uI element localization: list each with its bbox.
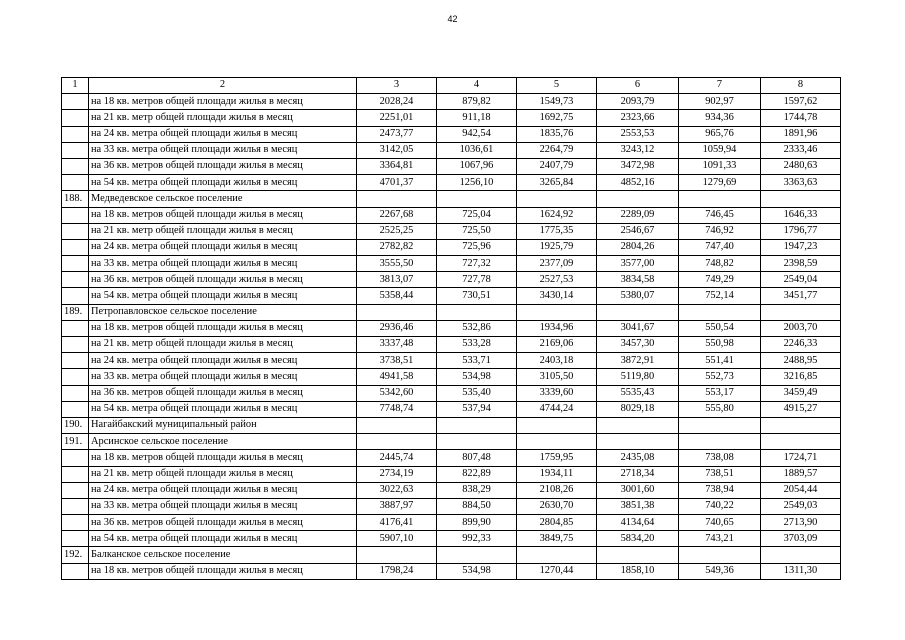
value-cell: 884,50	[437, 498, 517, 514]
row-number-cell	[62, 239, 89, 255]
value-cell: 3430,14	[517, 288, 597, 304]
value-cell: 942,54	[437, 126, 517, 142]
section-row	[62, 434, 841, 450]
value-cell: 899,90	[437, 515, 517, 531]
row-label-cell: на 33 кв. метра общей площади жилья в месяц	[89, 142, 357, 158]
value-cell: 4134,64	[597, 515, 679, 531]
value-cell: 2804,26	[597, 239, 679, 255]
value-cell: 725,96	[437, 239, 517, 255]
value-cell: 2093,79	[597, 94, 679, 110]
value-cell: 2028,24	[357, 94, 437, 110]
table-row	[62, 531, 841, 547]
table-row	[62, 563, 841, 579]
value-cell: 2445,74	[357, 450, 437, 466]
value-cell: 3216,85	[761, 369, 841, 385]
row-number-cell	[62, 272, 89, 288]
value-cell	[517, 434, 597, 450]
value-cell	[679, 547, 761, 563]
value-cell: 2488,95	[761, 353, 841, 369]
table-row	[62, 110, 841, 126]
value-cell	[597, 304, 679, 320]
value-cell: 727,78	[437, 272, 517, 288]
value-cell	[437, 547, 517, 563]
value-cell: 2718,34	[597, 466, 679, 482]
value-cell: 5358,44	[357, 288, 437, 304]
value-cell: 2251,01	[357, 110, 437, 126]
table-row	[62, 272, 841, 288]
row-number-cell	[62, 223, 89, 239]
value-cell: 1549,73	[517, 94, 597, 110]
row-label-cell: на 54 кв. метра общей площади жилья в месяц	[89, 175, 357, 191]
value-cell: 879,82	[437, 94, 517, 110]
page-number: 42	[447, 14, 458, 24]
value-cell: 3363,63	[761, 175, 841, 191]
section-row	[62, 191, 841, 207]
value-cell: 2553,53	[597, 126, 679, 142]
value-cell: 2480,63	[761, 158, 841, 174]
value-cell: 1775,35	[517, 223, 597, 239]
value-cell: 725,04	[437, 207, 517, 223]
value-cell: 3459,49	[761, 385, 841, 401]
row-number-cell: 192.	[62, 547, 89, 563]
value-cell: 3339,60	[517, 385, 597, 401]
table-row	[62, 466, 841, 482]
header-cell: 8	[761, 78, 841, 94]
value-cell: 2549,03	[761, 498, 841, 514]
value-cell: 1744,78	[761, 110, 841, 126]
value-cell: 2264,79	[517, 142, 597, 158]
row-label-cell: на 18 кв. метров общей площади жилья в месяц	[89, 450, 357, 466]
row-label-cell: на 21 кв. метр общей площади жилья в месяц	[89, 110, 357, 126]
value-cell: 3243,12	[597, 142, 679, 158]
value-cell: 1646,33	[761, 207, 841, 223]
value-cell: 1796,77	[761, 223, 841, 239]
row-number-cell	[62, 563, 89, 579]
value-cell: 3555,50	[357, 256, 437, 272]
row-number-cell	[62, 94, 89, 110]
value-cell: 534,98	[437, 563, 517, 579]
value-cell: 2003,70	[761, 320, 841, 336]
value-cell: 746,45	[679, 207, 761, 223]
value-cell	[761, 434, 841, 450]
value-cell: 4852,16	[597, 175, 679, 191]
section-title-cell: Балканское сельское поселение	[89, 547, 357, 563]
row-number-cell	[62, 369, 89, 385]
value-cell: 553,17	[679, 385, 761, 401]
value-cell: 3577,00	[597, 256, 679, 272]
value-cell: 2713,90	[761, 515, 841, 531]
value-cell: 1947,23	[761, 239, 841, 255]
value-cell: 555,80	[679, 401, 761, 417]
value-cell: 2804,85	[517, 515, 597, 531]
table-row	[62, 158, 841, 174]
value-cell: 5342,60	[357, 385, 437, 401]
value-cell	[597, 417, 679, 433]
value-cell: 1724,71	[761, 450, 841, 466]
value-cell: 746,92	[679, 223, 761, 239]
value-cell: 3451,77	[761, 288, 841, 304]
value-cell: 2435,08	[597, 450, 679, 466]
value-cell: 8029,18	[597, 401, 679, 417]
value-cell: 3738,51	[357, 353, 437, 369]
value-cell: 5380,07	[597, 288, 679, 304]
value-cell: 4915,27	[761, 401, 841, 417]
value-cell: 2377,09	[517, 256, 597, 272]
table-row	[62, 175, 841, 191]
value-cell: 4744,24	[517, 401, 597, 417]
row-label-cell: на 54 кв. метра общей площади жилья в месяц	[89, 401, 357, 417]
value-cell: 551,41	[679, 353, 761, 369]
row-label-cell: на 18 кв. метров общей площади жилья в месяц	[89, 563, 357, 579]
value-cell	[437, 191, 517, 207]
value-cell: 2246,33	[761, 337, 841, 353]
value-cell	[679, 191, 761, 207]
value-cell: 2473,77	[357, 126, 437, 142]
value-cell: 743,21	[679, 531, 761, 547]
row-number-cell	[62, 498, 89, 514]
value-cell: 3457,30	[597, 337, 679, 353]
value-cell: 537,94	[437, 401, 517, 417]
value-cell: 1692,75	[517, 110, 597, 126]
value-cell: 752,14	[679, 288, 761, 304]
value-cell: 2323,66	[597, 110, 679, 126]
row-label-cell: на 24 кв. метра общей площади жилья в месяц	[89, 239, 357, 255]
value-cell: 902,97	[679, 94, 761, 110]
value-cell: 3703,09	[761, 531, 841, 547]
value-cell	[679, 434, 761, 450]
value-cell: 2936,46	[357, 320, 437, 336]
value-cell	[357, 191, 437, 207]
value-cell	[357, 434, 437, 450]
value-cell: 2734,19	[357, 466, 437, 482]
value-cell: 2267,68	[357, 207, 437, 223]
value-cell: 2782,82	[357, 239, 437, 255]
row-number-cell	[62, 482, 89, 498]
value-cell: 838,29	[437, 482, 517, 498]
value-cell: 2527,53	[517, 272, 597, 288]
value-cell: 1624,92	[517, 207, 597, 223]
value-cell: 3887,97	[357, 498, 437, 514]
row-label-cell: на 36 кв. метров общей площади жилья в месяц	[89, 515, 357, 531]
row-number-cell	[62, 158, 89, 174]
value-cell	[517, 417, 597, 433]
value-cell: 550,98	[679, 337, 761, 353]
value-cell: 2403,18	[517, 353, 597, 369]
value-cell: 1934,96	[517, 320, 597, 336]
section-row	[62, 547, 841, 563]
row-number-cell	[62, 531, 89, 547]
value-cell: 535,40	[437, 385, 517, 401]
header-cell: 3	[357, 78, 437, 94]
value-cell	[357, 417, 437, 433]
value-cell: 1858,10	[597, 563, 679, 579]
header-cell: 5	[517, 78, 597, 94]
value-cell: 1798,24	[357, 563, 437, 579]
value-cell: 3001,60	[597, 482, 679, 498]
table-row	[62, 320, 841, 336]
value-cell: 5119,80	[597, 369, 679, 385]
value-cell: 4941,58	[357, 369, 437, 385]
row-label-cell: на 21 кв. метр общей площади жилья в месяц	[89, 466, 357, 482]
value-cell	[761, 547, 841, 563]
value-cell: 550,54	[679, 320, 761, 336]
row-number-cell: 188.	[62, 191, 89, 207]
row-number-cell	[62, 110, 89, 126]
row-label-cell: на 36 кв. метров общей площади жилья в месяц	[89, 158, 357, 174]
table-row	[62, 94, 841, 110]
row-label-cell: на 33 кв. метра общей площади жилья в месяц	[89, 369, 357, 385]
row-number-cell	[62, 142, 89, 158]
row-label-cell: на 18 кв. метров общей площади жилья в месяц	[89, 320, 357, 336]
value-cell: 2169,06	[517, 337, 597, 353]
value-cell: 2549,04	[761, 272, 841, 288]
value-cell	[437, 434, 517, 450]
header-cell: 6	[597, 78, 679, 94]
table-row	[62, 239, 841, 255]
section-title-cell: Медведевское сельское поселение	[89, 191, 357, 207]
row-label-cell: на 18 кв. метров общей площади жилья в месяц	[89, 207, 357, 223]
row-label-cell: на 54 кв. метра общей площади жилья в месяц	[89, 531, 357, 547]
table-row	[62, 498, 841, 514]
table-row	[62, 369, 841, 385]
value-cell: 3849,75	[517, 531, 597, 547]
value-cell: 533,71	[437, 353, 517, 369]
value-cell	[597, 191, 679, 207]
row-label-cell: на 21 кв. метр общей площади жилья в месяц	[89, 337, 357, 353]
value-cell	[437, 304, 517, 320]
value-cell: 730,51	[437, 288, 517, 304]
value-cell: 1279,69	[679, 175, 761, 191]
value-cell: 1091,33	[679, 158, 761, 174]
value-cell	[679, 304, 761, 320]
tariff-table	[61, 77, 841, 580]
value-cell: 3851,38	[597, 498, 679, 514]
value-cell	[761, 191, 841, 207]
header-row	[62, 78, 841, 94]
value-cell: 3265,84	[517, 175, 597, 191]
value-cell: 3872,91	[597, 353, 679, 369]
value-cell: 2525,25	[357, 223, 437, 239]
row-label-cell: на 33 кв. метра общей площади жилья в месяц	[89, 498, 357, 514]
value-cell	[761, 304, 841, 320]
value-cell: 740,22	[679, 498, 761, 514]
section-title-cell: Арсинское сельское поселение	[89, 434, 357, 450]
row-number-cell	[62, 337, 89, 353]
value-cell: 534,98	[437, 369, 517, 385]
value-cell: 3022,63	[357, 482, 437, 498]
value-cell: 738,51	[679, 466, 761, 482]
value-cell: 965,76	[679, 126, 761, 142]
value-cell	[597, 547, 679, 563]
header-cell: 1	[62, 78, 89, 94]
header-cell: 2	[89, 78, 357, 94]
value-cell: 1067,96	[437, 158, 517, 174]
value-cell: 3142,05	[357, 142, 437, 158]
value-cell	[517, 547, 597, 563]
table-row	[62, 385, 841, 401]
row-number-cell: 190.	[62, 417, 89, 433]
row-number-cell	[62, 385, 89, 401]
value-cell: 7748,74	[357, 401, 437, 417]
value-cell: 3364,81	[357, 158, 437, 174]
value-cell: 2333,46	[761, 142, 841, 158]
table-row	[62, 450, 841, 466]
row-number-cell	[62, 515, 89, 531]
value-cell: 3813,07	[357, 272, 437, 288]
row-number-cell	[62, 401, 89, 417]
value-cell: 747,40	[679, 239, 761, 255]
value-cell: 3337,48	[357, 337, 437, 353]
row-number-cell	[62, 466, 89, 482]
value-cell: 549,36	[679, 563, 761, 579]
value-cell: 748,82	[679, 256, 761, 272]
value-cell	[597, 434, 679, 450]
value-cell: 1270,44	[517, 563, 597, 579]
value-cell: 4701,37	[357, 175, 437, 191]
value-cell: 1835,76	[517, 126, 597, 142]
row-number-cell	[62, 320, 89, 336]
row-label-cell: на 21 кв. метр общей площади жилья в месяц	[89, 223, 357, 239]
row-label-cell: на 24 кв. метра общей площади жилья в месяц	[89, 482, 357, 498]
row-label-cell: на 33 кв. метра общей площади жилья в месяц	[89, 256, 357, 272]
value-cell	[357, 547, 437, 563]
value-cell: 911,18	[437, 110, 517, 126]
value-cell: 2398,59	[761, 256, 841, 272]
value-cell: 1311,30	[761, 563, 841, 579]
table-row	[62, 401, 841, 417]
value-cell	[517, 191, 597, 207]
value-cell	[761, 417, 841, 433]
section-row	[62, 417, 841, 433]
row-label-cell: на 18 кв. метров общей площади жилья в месяц	[89, 94, 357, 110]
row-label-cell: на 36 кв. метров общей площади жилья в месяц	[89, 385, 357, 401]
value-cell: 1934,11	[517, 466, 597, 482]
value-cell	[437, 417, 517, 433]
header-cell: 7	[679, 78, 761, 94]
row-label-cell: на 36 кв. метров общей площади жилья в месяц	[89, 272, 357, 288]
row-number-cell: 191.	[62, 434, 89, 450]
value-cell: 5834,20	[597, 531, 679, 547]
table-row	[62, 207, 841, 223]
value-cell: 3472,98	[597, 158, 679, 174]
row-number-cell	[62, 353, 89, 369]
value-cell	[679, 417, 761, 433]
row-number-cell	[62, 175, 89, 191]
value-cell: 740,65	[679, 515, 761, 531]
value-cell: 4176,41	[357, 515, 437, 531]
row-number-cell: 189.	[62, 304, 89, 320]
row-number-cell	[62, 126, 89, 142]
row-number-cell	[62, 450, 89, 466]
value-cell: 1036,61	[437, 142, 517, 158]
value-cell: 2630,70	[517, 498, 597, 514]
value-cell: 2546,67	[597, 223, 679, 239]
row-label-cell: на 54 кв. метра общей площади жилья в месяц	[89, 288, 357, 304]
table-row	[62, 256, 841, 272]
value-cell: 738,08	[679, 450, 761, 466]
table-row	[62, 288, 841, 304]
value-cell: 2407,79	[517, 158, 597, 174]
row-label-cell: на 24 кв. метра общей площади жилья в месяц	[89, 353, 357, 369]
value-cell	[517, 304, 597, 320]
value-cell: 1891,96	[761, 126, 841, 142]
row-number-cell	[62, 256, 89, 272]
table-row	[62, 515, 841, 531]
table-row	[62, 353, 841, 369]
value-cell: 3105,50	[517, 369, 597, 385]
section-row	[62, 304, 841, 320]
value-cell: 532,86	[437, 320, 517, 336]
value-cell: 738,94	[679, 482, 761, 498]
value-cell: 1597,62	[761, 94, 841, 110]
table-row	[62, 482, 841, 498]
value-cell: 822,89	[437, 466, 517, 482]
value-cell: 1256,10	[437, 175, 517, 191]
value-cell: 725,50	[437, 223, 517, 239]
value-cell: 749,29	[679, 272, 761, 288]
value-cell: 2108,26	[517, 482, 597, 498]
row-label-cell: на 24 кв. метра общей площади жилья в месяц	[89, 126, 357, 142]
table-row	[62, 337, 841, 353]
value-cell	[357, 304, 437, 320]
table-row	[62, 142, 841, 158]
value-cell: 533,28	[437, 337, 517, 353]
value-cell: 727,32	[437, 256, 517, 272]
value-cell: 552,73	[679, 369, 761, 385]
value-cell: 5907,10	[357, 531, 437, 547]
value-cell: 5535,43	[597, 385, 679, 401]
value-cell: 2054,44	[761, 482, 841, 498]
header-cell: 4	[437, 78, 517, 94]
value-cell: 1889,57	[761, 466, 841, 482]
value-cell: 807,48	[437, 450, 517, 466]
value-cell: 1759,95	[517, 450, 597, 466]
value-cell: 3834,58	[597, 272, 679, 288]
value-cell: 1059,94	[679, 142, 761, 158]
value-cell: 992,33	[437, 531, 517, 547]
section-title-cell: Нагайбакский муниципальный район	[89, 417, 357, 433]
table-row	[62, 223, 841, 239]
value-cell: 2289,09	[597, 207, 679, 223]
value-cell: 3041,67	[597, 320, 679, 336]
row-number-cell	[62, 207, 89, 223]
value-cell: 934,36	[679, 110, 761, 126]
row-number-cell	[62, 288, 89, 304]
table-row	[62, 126, 841, 142]
value-cell: 1925,79	[517, 239, 597, 255]
section-title-cell: Петропавловское сельское поселение	[89, 304, 357, 320]
